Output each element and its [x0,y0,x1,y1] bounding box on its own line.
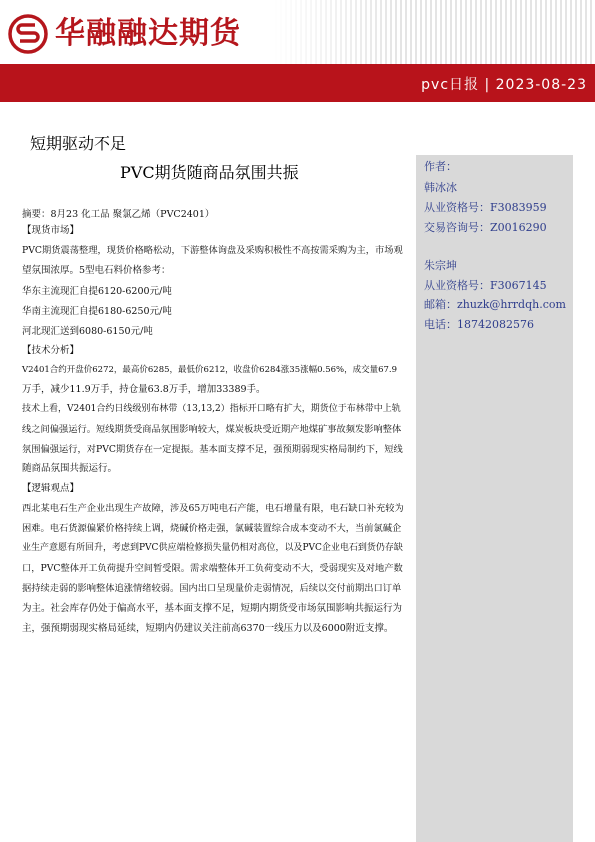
text-line: 主，强预期弱现实格局延续，短期内仍建议关注前高6370一线压力以及6000附近支撑。 [22,623,394,634]
text-line: 华东主流现汇自提6120-6200元/吨 [22,286,172,297]
text-line: 河北现汇送到6080-6150元/吨 [22,326,153,337]
text-line: 随商品氛围共振运行。 [22,463,118,474]
report-banner-text: pvc日报 | 2023-08-23 [421,77,587,93]
summary: 摘要：8月23 化工品 聚氯乙烯（PVC2401） [22,209,215,220]
author-name: 韩冰冰 [424,181,457,194]
text-line: V2401合约开盘价6272，最高价6285，最低价6212，收盘价6284涨35涨幅0.56%，成交量67.9 [22,365,398,375]
text-line: 西北某电石生产企业出现生产故障，涉及65万吨电石产能，电石增量有限，电石缺口补充较为 [22,503,404,514]
text-line: 据持续走弱的影响整体追涨情绪较弱。国内出口呈现量价走弱情况，后续以交付前期出口订单 [22,583,402,594]
author-phone: 电话：18742082576 [424,318,534,331]
header [0,0,595,64]
page-title-line2: PVC期货随商品氛围共振 [120,163,299,182]
section-heading: 【逻辑观点】 [22,483,80,494]
text-line: 线之间偏强运行。短线期货受商品氛围影响较大，煤炭板块受近期产地煤矿事故频发影响整体 [22,424,402,435]
author-email: 邮箱：zhuzk@hrrdqh.com [424,298,566,311]
text-line: 业生产意愿有所回升，考虑到PVC供应端检修损失量仍相对高位，以及PVC企业电石到货仍存缺 [22,543,403,553]
text-line: 万手，减少11.9万手，持仓量63.8万手，增加33389手。 [22,384,266,395]
author-name: 朱宗坤 [424,259,457,272]
header-pattern [270,0,595,64]
section-heading: 【现货市场】 [22,225,80,236]
text-line: 氛围偏强运行，对PVC期货存在一定提振。基本面支撑不足，强预期弱现实格局制约下，短线 [22,444,403,455]
text-line: 华南主流现汇自提6180-6250元/吨 [22,306,172,317]
page-title-line1: 短期驱动不足 [30,134,127,153]
text-line: 为主。社会库存仍处于偏高水平，基本面支撑不足，短期内期货受市场氛围影响共振运行为 [22,603,403,614]
text-line: 望氛围浓厚。5型电石料价格参考： [22,265,171,276]
text-line: 技术上看，V2401合约日线级别布林带（13,13,2）指标开口略有扩大，期货位于布林带中上轨 [22,404,401,414]
author-license: 从业资格号：F3067145 [424,279,547,292]
author-consult: 交易咨询号：Z0016290 [424,221,547,234]
author-label: 作者： [424,160,457,173]
company-name: 华融融达期货 [55,16,241,51]
text-line: 口，PVC整体开工负荷提升空间暂受限。需求端整体开工负荷变动不大，受弱现实及对地产数 [22,563,403,574]
company-logo-icon [8,14,48,54]
text-line: PVC期货震荡整理，现货价格略松动，下游整体询盘及采购积极性不高按需采购为主，市场观 [22,245,403,256]
section-heading: 【技术分析】 [22,345,80,356]
text-line: 困难。电石货源偏紧价格持续上调，烧碱价格走强，氯碱装置综合成本变动不大，当前氯碱企 [22,523,402,534]
author-license: 从业资格号：F3083959 [424,201,547,214]
